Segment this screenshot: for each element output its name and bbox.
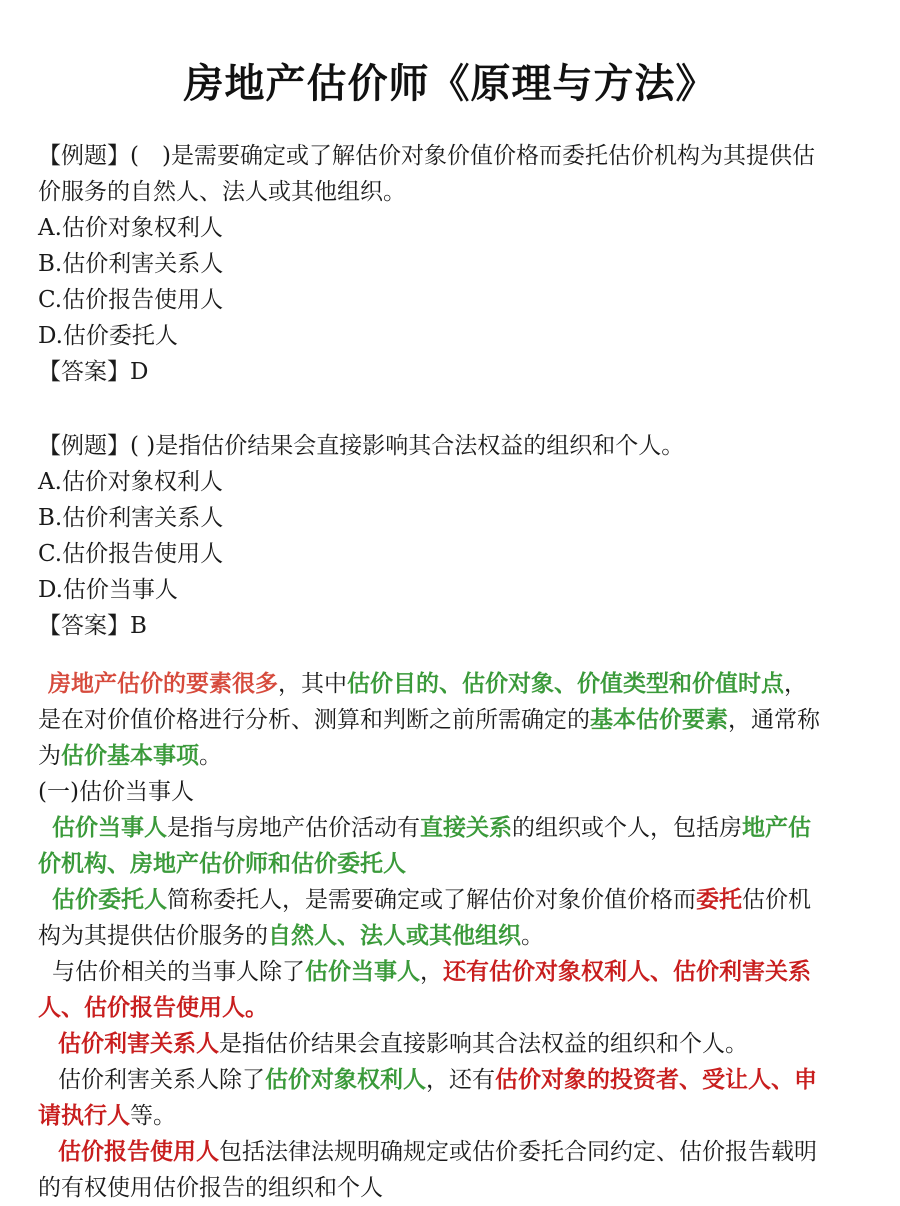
- q2-stem: 【例题】( )是指估价结果会直接影响其合法权益的组织和个人。: [38, 433, 685, 459]
- notes-paragraph-parties-cont: [38, 846, 864, 882]
- notes-paragraph-interested-others: [38, 1062, 864, 1098]
- body-text: 包括法律法规明确规定或估价委托合同约定、估价报告载明: [219, 1139, 817, 1165]
- notes-paragraph-parties: [38, 810, 864, 846]
- body-text: 与估价相关的当事人除了: [52, 959, 305, 985]
- highlight-text: 请执行人: [38, 1102, 130, 1129]
- body-text: 等。: [130, 1103, 176, 1129]
- notes-paragraph-elements-cont: [38, 738, 864, 774]
- q1-option-a: A.估价对象权利人: [38, 215, 223, 241]
- notes-paragraph-related: [38, 954, 864, 990]
- q2-answer: 【答案】B: [38, 613, 147, 639]
- spacer: [38, 644, 864, 666]
- body-text: ，其中: [278, 671, 347, 697]
- highlight-text: 委托: [696, 886, 742, 913]
- notes-paragraph-elements-cont: [38, 702, 864, 738]
- body-text: 简称委托人，是需要确定或了解估价对象价值价格而: [167, 887, 696, 913]
- highlight-text: 直接关系: [420, 814, 512, 841]
- q2-option-a: A.估价对象权利人: [38, 469, 223, 495]
- highlight-text: 估价目的、估价对象、价值类型和价值时点: [347, 670, 784, 697]
- body-text: 的有权使用估价报告的组织和个人: [38, 1175, 383, 1201]
- notes-paragraph-related-cont: [38, 990, 864, 1026]
- notes-paragraph-interested: [38, 1026, 864, 1062]
- notes-paragraph-report-users: [38, 1134, 864, 1170]
- highlight-text: 估价委托人: [52, 886, 167, 913]
- document-body: [38, 138, 864, 1206]
- highlight-text: 地产估: [742, 814, 811, 841]
- highlight-text: 估价对象的投资者、受让人、申: [495, 1066, 817, 1093]
- section-heading: (一)估价当事人: [38, 779, 194, 805]
- q1-stem-line1: 【例题】( )是需要确定或了解估价对象价值价格而委托估价机构为其提供估: [38, 143, 815, 169]
- highlight-text: 估价报告使用人: [58, 1138, 219, 1165]
- spacer: [38, 390, 864, 428]
- highlight-text: 估价当事人: [52, 814, 167, 841]
- q1-option-d: D.估价委托人: [38, 323, 178, 349]
- highlight-text: 还有估价对象权利人、估价利害关系: [443, 958, 811, 985]
- body-text: 估价机: [742, 887, 811, 913]
- body-text: ，: [784, 671, 807, 697]
- body-text: ，: [420, 959, 443, 985]
- body-text: 。: [199, 743, 222, 769]
- highlight-text: 估价基本事项: [61, 742, 199, 769]
- q2-option-d: D.估价当事人: [38, 577, 178, 603]
- body-text: 为: [38, 743, 61, 769]
- highlight-text: 房地产估价的要素很多: [48, 670, 278, 697]
- body-text: 。: [521, 923, 544, 949]
- highlight-text: 自然人、法人或其他组织: [268, 922, 521, 949]
- body-text: 构为其提供估价服务的: [38, 923, 268, 949]
- body-text: ，还有: [426, 1067, 495, 1093]
- highlight-text: 估价当事人: [305, 958, 420, 985]
- q1-option-b: B.估价利害关系人: [38, 251, 224, 277]
- page-title: 房地产估价师《原理与方法》: [183, 61, 717, 107]
- q2-option-c: C.估价报告使用人: [38, 541, 224, 567]
- body-text: 是指与房地产估价活动有: [167, 815, 420, 841]
- notes-paragraph-elements: [38, 666, 864, 702]
- body-text: 是指估价结果会直接影响其合法权益的组织和个人。: [219, 1031, 748, 1057]
- body-text: 的组织或个人，包括房: [512, 815, 742, 841]
- notes-paragraph-client-cont: [38, 918, 864, 954]
- q1-stem-line2: 价服务的自然人、法人或其他组织。: [38, 179, 406, 205]
- body-text: 是在对价值价格进行分析、测算和判断之前所需确定的: [38, 707, 590, 733]
- notes-paragraph-client: [38, 882, 864, 918]
- notes-paragraph-report-users-cont: [38, 1170, 864, 1206]
- highlight-text: 人、估价报告使用人。: [38, 994, 268, 1021]
- body-text: 估价利害关系人除了: [58, 1067, 265, 1093]
- highlight-text: 估价利害关系人: [58, 1030, 219, 1057]
- q2-option-b: B.估价利害关系人: [38, 505, 224, 531]
- body-text: ，通常称: [728, 707, 820, 733]
- q1-option-c: C.估价报告使用人: [38, 287, 224, 313]
- highlight-text: 基本估价要素: [590, 706, 728, 733]
- highlight-text: 估价对象权利人: [265, 1066, 426, 1093]
- notes-paragraph-interested-others-cont: [38, 1098, 864, 1134]
- highlight-text: 价机构、房地产估价师和估价委托人: [38, 850, 406, 877]
- q1-answer: 【答案】D: [38, 359, 149, 385]
